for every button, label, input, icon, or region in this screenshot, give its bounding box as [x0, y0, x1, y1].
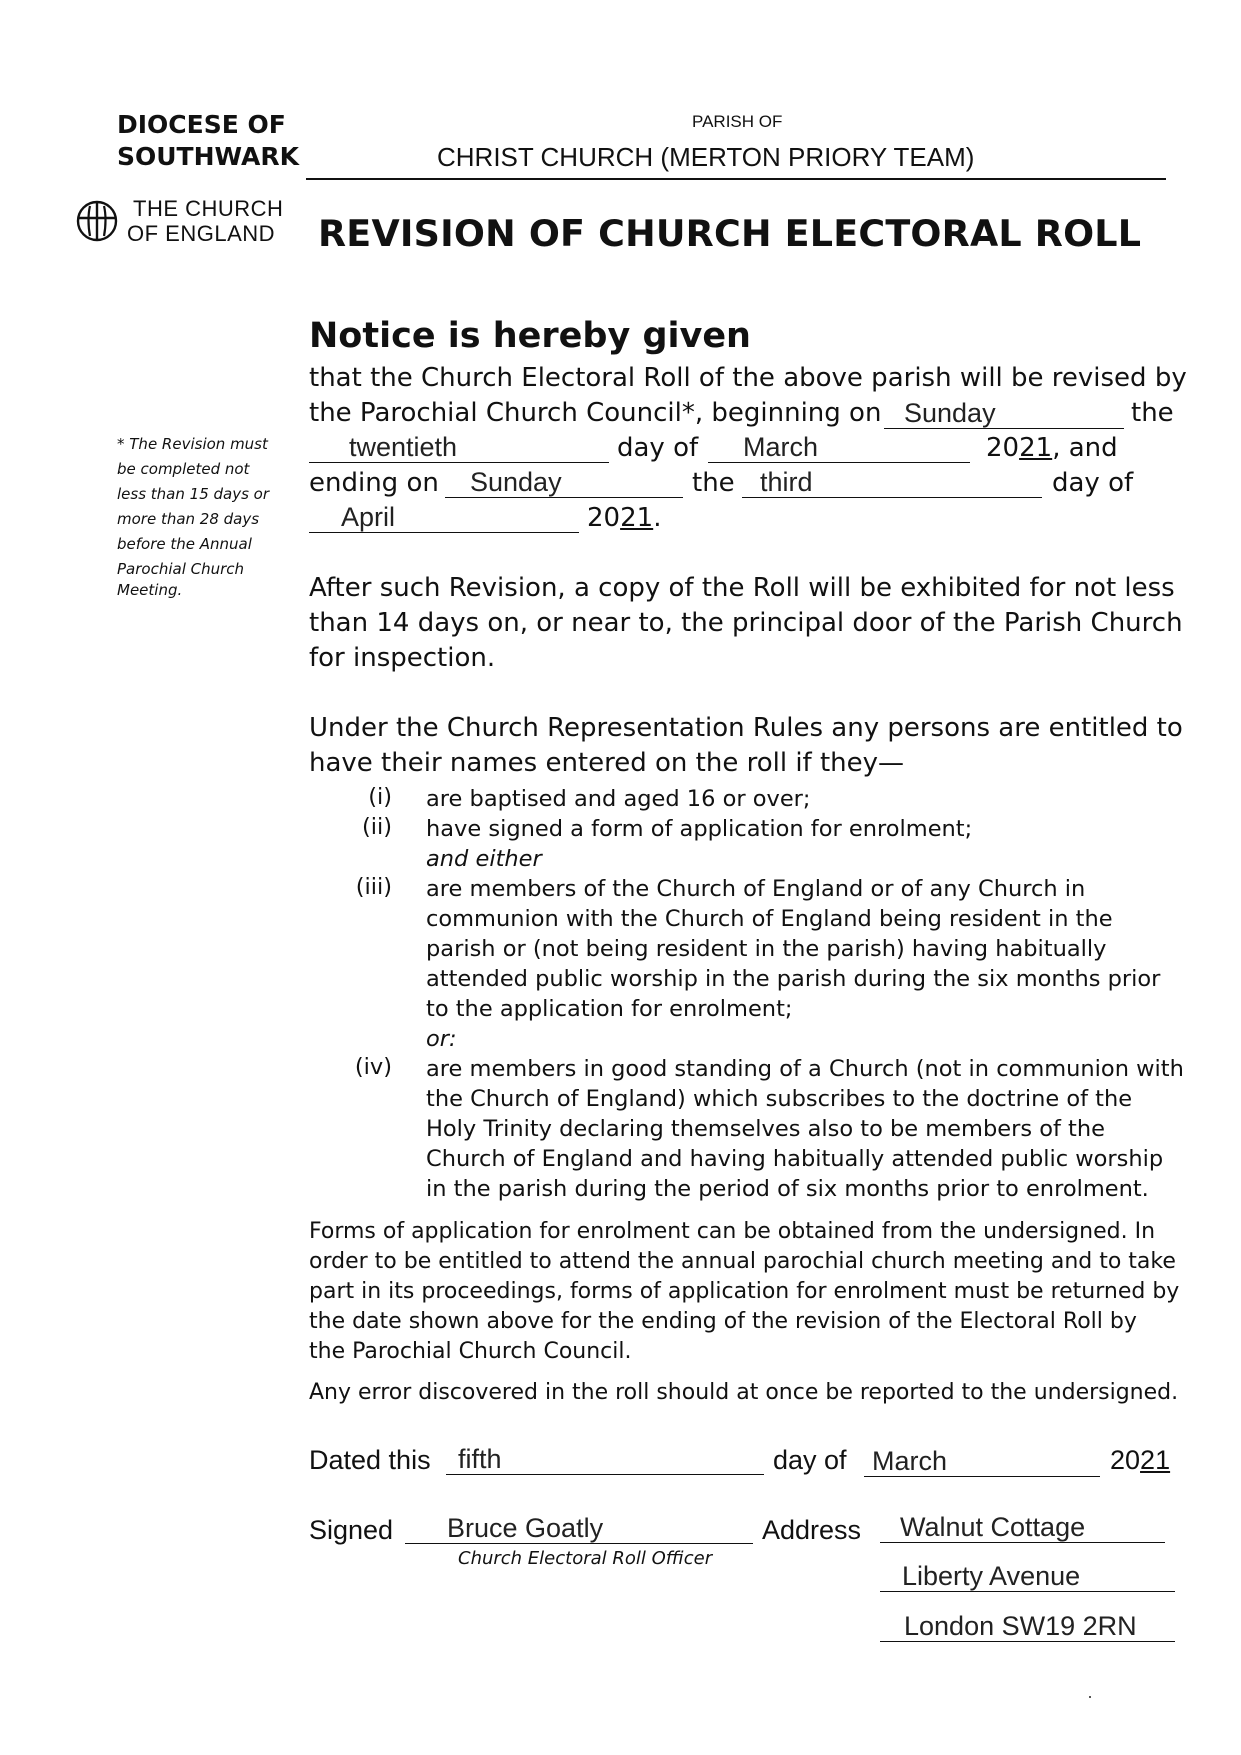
year-suffix: 21	[620, 503, 654, 533]
side-note-line: * The Revision must	[117, 435, 268, 453]
church-of-england-cross-icon	[74, 198, 120, 244]
coe-line-1: THE CHURCH	[133, 196, 284, 221]
ending-on-label: ending on	[309, 468, 439, 498]
end-year	[587, 501, 661, 536]
paragraph-line: part in its proceedings, forms of application for enrolment must be returned by	[309, 1279, 1180, 1304]
side-note-line: be completed not	[117, 460, 250, 478]
signed-name-field: Bruce Goatly	[405, 1514, 753, 1544]
parish-underline	[306, 178, 1166, 180]
condition-text: are members in good standing of a Church (not in communion with the Church of England) which subscribes to the doctrine of the Holy Trinity declaring themselves also to be members of the Church of England and having habitually attended public worship in the parish during the period of six months prior to enrolment.	[426, 1056, 1184, 1202]
paragraph-line: than 14 days on, or near to, the principal door of the Parish Church	[309, 608, 1183, 638]
diocese-line-1: DIOCESE OF	[117, 110, 286, 139]
side-note-line: before the Annual	[117, 535, 252, 553]
dated-year	[1110, 1445, 1170, 1476]
parish-of-label: PARISH OF	[692, 112, 783, 131]
and-text: , and	[1052, 433, 1118, 463]
address-label: Address	[762, 1515, 862, 1545]
address-line-2: Liberty Avenue	[880, 1562, 1175, 1592]
side-note-line: Meeting.	[117, 581, 183, 599]
year-prefix: 20	[1110, 1445, 1141, 1475]
dated-label: Dated this	[309, 1445, 431, 1475]
notice-line-1: that the Church Electoral Roll of the above parish will be revised by	[309, 363, 1187, 393]
period: .	[653, 503, 662, 533]
day-of-label-3: day of	[773, 1445, 847, 1475]
error-paragraph: Any error discovered in the roll should at once be reported to the undersigned.	[309, 1380, 1179, 1405]
end-month-field: April	[309, 503, 579, 533]
year-suffix: 21	[1140, 1445, 1171, 1475]
coe-line-2: OF ENGLAND	[127, 221, 276, 246]
paragraph-line: the Parochial Church Council.	[309, 1339, 632, 1364]
side-note-line: more than 28 days	[117, 510, 260, 528]
paragraph-line: After such Revision, a copy of the Roll will be exhibited for not less	[309, 573, 1175, 603]
day-of-label-1: day of	[617, 433, 699, 463]
dated-day-field: fifth	[446, 1445, 764, 1475]
the-label-1: the	[1131, 398, 1174, 428]
condition-connector: or:	[426, 1026, 457, 1052]
end-day-field: Sunday	[445, 468, 683, 498]
paragraph-line: have their names entered on the roll if they—	[309, 748, 905, 778]
year-suffix: 21	[1019, 433, 1053, 463]
paragraph-line: order to be entitled to attend the annual parochial church meeting and to take	[309, 1249, 1176, 1274]
dated-month-field: March	[864, 1447, 1100, 1477]
begin-month-field: March	[708, 433, 970, 463]
church-of-england-logo	[74, 198, 120, 244]
notice-line-2-text: the Parochial Church Council*, beginning on	[309, 398, 882, 428]
address-line-1: Walnut Cottage	[880, 1513, 1165, 1543]
side-note-line: Parochial Church	[117, 560, 245, 578]
paragraph-line: the date shown above for the ending of the revision of the Electoral Roll by	[309, 1309, 1137, 1334]
begin-date-field: twentieth	[309, 433, 609, 463]
end-date-field: third	[742, 468, 1042, 498]
year-prefix: 20	[986, 433, 1020, 463]
paragraph-line: Under the Church Representation Rules any persons are entitled to	[309, 713, 1183, 743]
stray-dot	[1089, 1696, 1091, 1698]
signed-label: Signed	[309, 1515, 394, 1545]
paragraph-line: for inspection.	[309, 643, 496, 673]
parish-name: CHRIST CHURCH (MERTON PRIORY TEAM)	[437, 142, 975, 172]
the-label-2: the	[692, 468, 735, 498]
condition-text: are baptised and aged 16 or over;	[426, 786, 811, 812]
forms-paragraph	[309, 1217, 1179, 1367]
notice-heading: Notice is hereby given	[309, 316, 751, 356]
begin-day-field: Sunday	[884, 399, 1124, 429]
condition-number: (iv)	[354, 1054, 392, 1080]
after-revision-paragraph	[309, 571, 1183, 676]
condition-text: are members of the Church of England or of any Church in communion with the Church of England being resident in the parish or (not being resident in the parish) having habitually attended public worship in the parish during the six months prior to the application for enrolment;	[426, 876, 1161, 1022]
address-line-3: London SW19 2RN	[880, 1612, 1175, 1642]
paragraph-line: Forms of application for enrolment can be obtained from the undersigned. In	[309, 1219, 1156, 1244]
year-prefix: 20	[587, 503, 621, 533]
signed-role: Church Electoral Roll Officer	[458, 1548, 713, 1569]
begin-year	[986, 431, 1118, 466]
diocese-line-2: SOUTHWARK	[117, 142, 299, 171]
condition-number: (iii)	[355, 874, 392, 900]
condition-text: have signed a form of application for enrolment;	[426, 816, 973, 842]
side-note	[117, 432, 269, 603]
condition-number: (i)	[368, 784, 392, 810]
main-title: REVISION OF CHURCH ELECTORAL ROLL	[318, 212, 1142, 255]
side-note-line: less than 15 days or	[117, 485, 270, 503]
condition-number: (ii)	[361, 814, 392, 840]
day-of-label-2: day of	[1052, 468, 1134, 498]
rules-intro-paragraph	[309, 711, 1183, 781]
condition-connector: and either	[426, 846, 542, 872]
